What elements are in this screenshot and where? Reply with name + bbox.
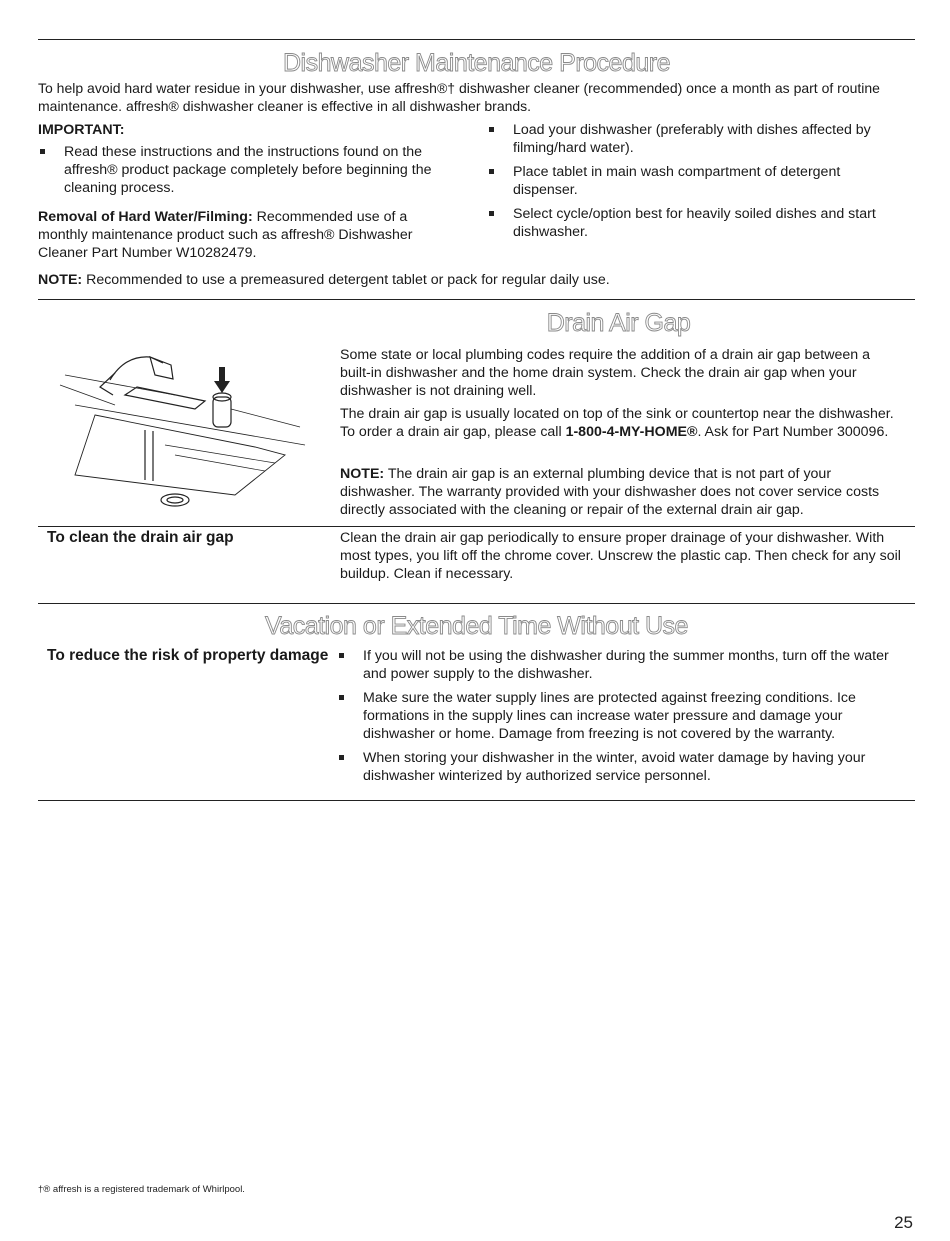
bullet-square-icon <box>339 695 344 700</box>
bullet-square-icon <box>489 211 494 216</box>
removal-label: Removal of Hard Water/Filming: <box>38 209 253 225</box>
important-label: IMPORTANT: <box>38 122 125 138</box>
bullet-square-icon <box>489 169 494 174</box>
airgap-rule <box>38 299 915 300</box>
order-phone-number: 1-800-4-MY-HOME® <box>565 424 698 440</box>
clean-divider <box>38 526 915 527</box>
airgap-title: Drain Air Gap <box>546 309 691 337</box>
trademark-footnote: †® affresh is a registered trademark of Whirlpool. <box>38 1184 245 1195</box>
bullet-square-icon <box>339 755 344 760</box>
vacation-rule <box>38 603 915 604</box>
maintenance-steps <box>487 121 907 247</box>
page-number: 25 <box>894 1213 913 1232</box>
maintenance-intro: To help avoid hard water residue in your dishwasher, use affresh®† dishwasher cleaner (recommended) once a month as part of routine maintenance. affresh® dishwasher cleaner is effective in all dishwasher brands. <box>38 80 880 114</box>
list-item: Select cycle/option best for heavily soiled dishes and start dishwasher. <box>487 205 907 241</box>
note-label: NOTE: <box>340 466 385 482</box>
list-item: Place tablet in main wash compartment of detergent dispenser. <box>487 163 907 199</box>
vacation-title: Vacation or Extended Time Without Use <box>265 612 688 640</box>
airgap-para2: The drain air gap is usually located on top of the sink or countertop near the dishwasher. To order a drain air gap, please call 1-800-4-MY-HOME®. Ask for Part Number 300096. <box>340 406 894 440</box>
note-text: Recommended to use a premeasured detergent tablet or pack for regular daily use. <box>82 272 610 288</box>
bottom-rule <box>38 800 915 801</box>
note-text: The drain air gap is an external plumbing device that is not part of your dishwasher. The warranty provided with your dishwasher does not cover service costs directly associated with the cleaning or repair of the external drain air gap. <box>340 466 880 518</box>
airgap-note <box>340 465 900 519</box>
bullet-square-icon <box>339 653 344 658</box>
list-item: Load your dishwasher (preferably with dishes affected by filming/hard water). <box>487 121 907 157</box>
sink-air-gap-illustration <box>55 335 315 515</box>
list-item: When storing your dishwasher in the winter, avoid water damage by having your dishwasher winterized by authorized service personnel. <box>337 749 902 785</box>
list-item: If you will not be using the dishwasher during the summer months, turn off the water and power supply to the dishwasher. <box>337 647 902 683</box>
bullet-square-icon <box>40 149 45 154</box>
list-item: Make sure the water supply lines are protected against freezing conditions. Ice formations in the supply lines can increase water pressure and damage your dishwasher or home. Damage from freezing is not covered by the warranty. <box>337 689 902 743</box>
note-label: NOTE: <box>38 272 83 288</box>
top-rule <box>38 39 915 40</box>
bullet-square-icon <box>489 127 494 132</box>
important-list <box>38 143 458 203</box>
vacation-heading: To reduce the risk of property damage <box>47 647 329 664</box>
removal-text: Recommended use of a monthly maintenance product such as affresh® Dishwasher Cleaner Part Number W10282479. <box>38 209 413 261</box>
clean-heading: To clean the drain air gap <box>47 529 234 546</box>
maintenance-title: Dishwasher Maintenance Procedure <box>283 49 670 77</box>
list-item: Read these instructions and the instructions found on the affresh® product package completely before beginning the cleaning process. <box>38 143 458 197</box>
maintenance-note <box>38 271 908 289</box>
clean-text: Clean the drain air gap periodically to ensure proper drainage of your dishwasher. With most types, you lift off the chrome cover. Unscrew the plastic cap. Then check for any soil buildup. Clean if necessary. <box>340 530 901 582</box>
airgap-para1: Some state or local plumbing codes require the addition of a drain air gap between a built-in dishwasher and the home drain system. Check the drain air gap when your dishwasher is not draining well. <box>340 347 870 399</box>
removal-paragraph <box>38 208 448 262</box>
vacation-list <box>337 647 902 791</box>
